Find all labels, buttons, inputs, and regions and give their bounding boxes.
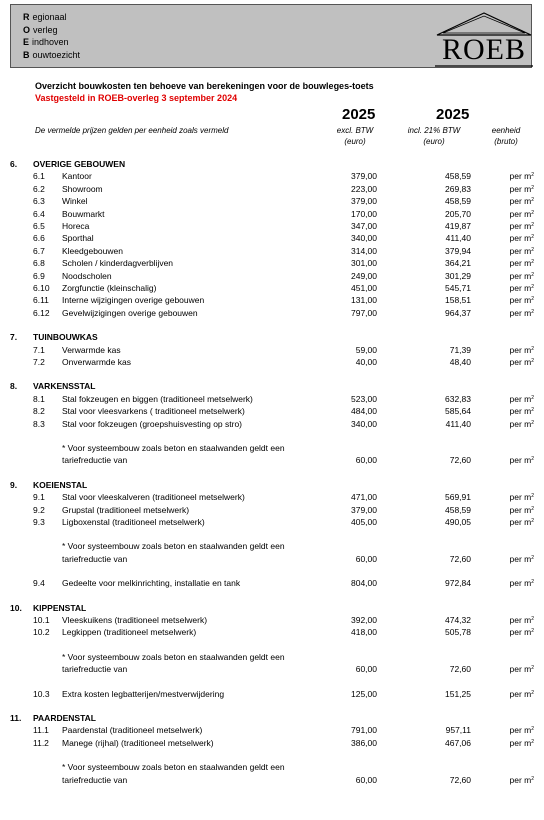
section-title: KOEIENSTAL xyxy=(33,479,88,490)
unit-cell: per $m^2$ xyxy=(509,270,534,281)
price-excl: 791,00 xyxy=(351,725,377,736)
section-number: 10. xyxy=(10,602,22,613)
price-incl: 72,60 xyxy=(449,664,471,675)
note-line: * Voor systeembouw zoals beton en staalwanden geldt een xyxy=(62,762,285,773)
unit-cell: per $m^2$ xyxy=(509,196,534,207)
row-label: Stal voor vleeskalveren (traditioneel metselwerk) xyxy=(62,492,245,503)
price-excl: 314,00 xyxy=(351,245,377,256)
unit-cell: per $m^2$ xyxy=(509,418,534,429)
row-label: Showroom xyxy=(62,183,103,194)
header-banner xyxy=(10,4,532,68)
price-excl: 60,00 xyxy=(355,664,377,675)
unit-cell: per $m^2$ xyxy=(509,307,534,318)
unit-cell: per $m^2$ xyxy=(509,357,534,367)
section-title: TUINBOUWKAS xyxy=(33,332,98,343)
price-incl: 972,84 xyxy=(445,578,471,589)
price-excl: 484,00 xyxy=(351,406,377,417)
unit-cell: per $m^2$ xyxy=(509,208,534,219)
unit-cell: per $m^2$ xyxy=(509,245,534,256)
row-code: 8.2 xyxy=(33,406,45,417)
row-code: 7.2 xyxy=(33,357,45,367)
row-label: Winkel xyxy=(62,196,88,207)
note-line: tariefreductie van xyxy=(62,455,128,466)
logo-text: ROEB xyxy=(441,33,526,66)
price-excl: 523,00 xyxy=(351,393,377,404)
row-label: Legkippen (traditioneel metselwerk) xyxy=(62,627,197,638)
row-label: Bouwmarkt xyxy=(62,208,105,219)
row-label: Kleedgebouwen xyxy=(62,245,123,256)
price-incl: 71,39 xyxy=(449,344,471,355)
note-line: * Voor systeembouw zoals beton en staalwanden geldt een xyxy=(62,443,285,453)
unit-cell: per $m^2$ xyxy=(509,615,534,625)
col-header-excl: excl. BTW (euro) xyxy=(336,126,374,146)
unit-cell: per $m^2$ xyxy=(509,295,534,306)
col-header-incl: incl. 21% BTW (euro) xyxy=(407,126,461,146)
price-incl: 964,37 xyxy=(445,307,471,318)
unit-cell: per $m^2$ xyxy=(509,578,534,589)
row-label: Verwarmde kas xyxy=(62,344,121,355)
row-code: 10.2 xyxy=(33,627,50,638)
section-number: 7. xyxy=(10,332,18,343)
unit-cell: per $m^2$ xyxy=(509,221,534,231)
row-code: 6.8 xyxy=(33,258,45,269)
unit-cell: per $m^2$ xyxy=(509,171,534,182)
row-code: 8.3 xyxy=(33,418,45,429)
row-label: Paardenstal (traditioneel metselwerk) xyxy=(62,725,203,736)
price-incl: 957,11 xyxy=(445,725,471,736)
roeb-logo xyxy=(429,9,539,67)
price-excl: 249,00 xyxy=(351,270,377,281)
unit-cell: per $m^2$ xyxy=(509,344,534,355)
price-incl: 419,87 xyxy=(445,221,471,231)
row-label: Manege (rijhal) (traditioneel metselwerk) xyxy=(62,737,214,748)
price-incl: 364,21 xyxy=(445,258,471,269)
section-title: PAARDENSTAL xyxy=(33,713,96,723)
price-incl: 505,78 xyxy=(445,627,471,638)
acronym-line: O verleg xyxy=(23,24,58,35)
row-label: Gedeelte voor melkinrichting, installatie en tank xyxy=(62,578,241,589)
unit-cell: per $m^2$ xyxy=(509,393,534,404)
price-incl: 269,83 xyxy=(445,183,471,194)
row-label: Gevelwijzigingen overige gebouwen xyxy=(62,307,198,318)
row-code: 6.1 xyxy=(33,171,45,182)
price-incl: 458,59 xyxy=(445,196,471,207)
note-line: * Voor systeembouw zoals beton en staalwanden geldt een xyxy=(62,651,285,662)
price-excl: 379,00 xyxy=(351,504,377,515)
price-incl: 585,64 xyxy=(445,406,471,417)
section-number: 11. xyxy=(10,713,22,723)
row-code: 10.1 xyxy=(33,615,50,625)
price-incl: 467,06 xyxy=(445,737,471,748)
intro-text: De vermelde prijzen gelden per eenheid zoals vermeld xyxy=(35,126,229,135)
price-excl: 170,00 xyxy=(351,208,377,219)
price-excl: 379,00 xyxy=(351,171,377,182)
doc-subtitle: Vastgesteld in ROEB-overleg 3 september 2024 xyxy=(35,93,238,103)
row-label: Kantoor xyxy=(62,171,92,182)
section-number: 8. xyxy=(10,381,18,392)
price-incl: 72,60 xyxy=(449,455,471,466)
org-acronym xyxy=(23,11,80,61)
section-title: OVERIGE GEBOUWEN xyxy=(33,159,126,169)
unit-cell: per $m^2$ xyxy=(509,517,534,527)
price-excl: 59,00 xyxy=(355,344,377,355)
unit-cell: per $m^2$ xyxy=(509,406,534,417)
price-excl: 451,00 xyxy=(351,283,377,293)
price-incl: 545,71 xyxy=(445,283,471,293)
acronym-line: E indhoven xyxy=(23,37,69,47)
row-code: 9.4 xyxy=(33,578,45,589)
row-label: Vleeskuikens (traditioneel metselwerk) xyxy=(62,615,208,625)
year-excl: 2025 xyxy=(342,106,376,123)
unit-cell: per $m^2$ xyxy=(509,725,534,736)
price-incl: 490,05 xyxy=(445,517,471,527)
price-excl: 340,00 xyxy=(351,418,377,429)
price-incl: 458,59 xyxy=(445,171,471,182)
unit-cell: per $m^2$ xyxy=(509,455,534,466)
price-incl: 411,40 xyxy=(445,418,471,429)
note-line: * Voor systeembouw zoals beton en staalwanden geldt een xyxy=(62,541,285,552)
row-label: Stal voor fokzeugen (groepshuisvesting op stro) xyxy=(62,418,243,429)
unit-cell: per $m^2$ xyxy=(509,553,534,564)
row-code: 9.1 xyxy=(33,492,45,503)
section-number: 9. xyxy=(10,479,18,490)
price-incl: 379,94 xyxy=(445,245,471,256)
price-excl: 405,00 xyxy=(351,517,377,527)
price-excl: 471,00 xyxy=(351,492,377,503)
row-label: Ligboxenstal (traditioneel metselwerk) xyxy=(62,517,205,527)
price-excl: 797,00 xyxy=(351,307,377,318)
price-incl: 72,60 xyxy=(449,553,471,564)
price-excl: 301,00 xyxy=(351,258,377,269)
row-code: 8.1 xyxy=(33,393,45,404)
unit-cell: per $m^2$ xyxy=(509,258,534,269)
price-excl: 60,00 xyxy=(355,553,377,564)
price-excl: 60,00 xyxy=(355,455,377,466)
note-line: tariefreductie van xyxy=(62,553,128,564)
unit-cell: per $m^2$ xyxy=(509,664,534,675)
unit-cell: per $m^2$ xyxy=(509,492,534,503)
row-label: Onverwarmde kas xyxy=(62,357,131,367)
row-label: Interne wijzigingen overige gebouwen xyxy=(62,295,205,306)
price-incl: 151,25 xyxy=(445,688,471,699)
col-header-unit: eenheid (bruto) xyxy=(491,126,521,146)
row-code: 9.3 xyxy=(33,517,45,527)
section-number: 6. xyxy=(10,159,18,169)
price-incl: 458,59 xyxy=(445,504,471,515)
price-incl: 48,40 xyxy=(449,357,471,367)
price-excl: 340,00 xyxy=(351,233,377,244)
price-excl: 386,00 xyxy=(351,737,377,748)
row-code: 6.2 xyxy=(33,183,45,194)
year-incl: 2025 xyxy=(436,106,470,123)
price-excl: 418,00 xyxy=(351,627,377,638)
price-excl: 40,00 xyxy=(355,357,377,367)
row-code: 6.5 xyxy=(33,221,45,231)
row-code: 6.10 xyxy=(33,283,50,293)
section-title: VARKENSSTAL xyxy=(33,381,96,392)
row-code: 6.11 xyxy=(33,295,49,306)
unit-cell: per $m^2$ xyxy=(509,627,534,638)
price-incl: 474,32 xyxy=(445,615,471,625)
unit-cell: per $m^2$ xyxy=(509,504,534,515)
row-label: Noodscholen xyxy=(62,270,112,281)
row-code: 6.9 xyxy=(33,270,45,281)
row-code: 11.2 xyxy=(33,737,49,748)
acronym-line: B ouwtoezicht xyxy=(23,49,81,60)
price-excl: 125,00 xyxy=(351,688,377,699)
note-line: tariefreductie van xyxy=(62,774,128,785)
price-excl: 131,00 xyxy=(351,295,377,306)
row-label: Extra kosten legbatterijen/mestverwijdering xyxy=(62,688,225,699)
row-code: 6.3 xyxy=(33,196,45,207)
price-incl: 205,70 xyxy=(445,208,471,219)
price-incl: 72,60 xyxy=(449,774,471,785)
row-code: 10.3 xyxy=(33,688,50,699)
row-code: 6.4 xyxy=(33,208,45,219)
row-code: 6.6 xyxy=(33,233,45,244)
row-code: 11.1 xyxy=(33,725,49,736)
price-excl: 60,00 xyxy=(355,774,377,785)
price-excl: 379,00 xyxy=(351,196,377,207)
price-incl: 632,83 xyxy=(445,393,471,404)
row-code: 7.1 xyxy=(33,344,45,355)
section-title: KIPPENSTAL xyxy=(33,602,87,613)
row-code: 6.7 xyxy=(33,245,45,256)
price-excl: 223,00 xyxy=(351,183,377,194)
price-excl: 347,00 xyxy=(351,221,377,231)
row-label: Stal fokzeugen en biggen (traditioneel metselwerk) xyxy=(62,393,253,404)
price-incl: 301,29 xyxy=(445,270,471,281)
acronym-line: R egionaal xyxy=(23,12,67,22)
unit-cell: per $m^2$ xyxy=(509,283,534,293)
price-excl: 804,00 xyxy=(351,578,377,589)
row-code: 6.12 xyxy=(33,307,50,318)
note-line: tariefreductie van xyxy=(62,664,128,675)
row-label: Zorgfunctie (kleinschalig) xyxy=(62,283,157,293)
row-label: Stal voor vleesvarkens ( traditioneel metselwerk) xyxy=(62,406,245,417)
row-code: 9.2 xyxy=(33,504,45,515)
row-label: Horeca xyxy=(62,221,90,231)
price-incl: 569,91 xyxy=(445,492,471,503)
row-label: Grupstal (traditioneel metselwerk) xyxy=(62,504,190,515)
price-incl: 411,40 xyxy=(445,233,471,244)
unit-cell: per $m^2$ xyxy=(509,183,534,194)
unit-cell: per $m^2$ xyxy=(509,233,534,244)
unit-cell: per $m^2$ xyxy=(509,688,534,699)
row-label: Scholen / kinderdagverblijven xyxy=(62,258,174,269)
row-label: Sporthal xyxy=(62,233,94,244)
unit-cell: per $m^2$ xyxy=(509,737,534,748)
unit-cell: per $m^2$ xyxy=(509,774,534,785)
price-incl: 158,51 xyxy=(445,295,471,306)
price-excl: 392,00 xyxy=(351,615,377,625)
doc-title: Overzicht bouwkosten ten behoeve van berekeningen voor de bouwleges-toets xyxy=(35,81,374,91)
